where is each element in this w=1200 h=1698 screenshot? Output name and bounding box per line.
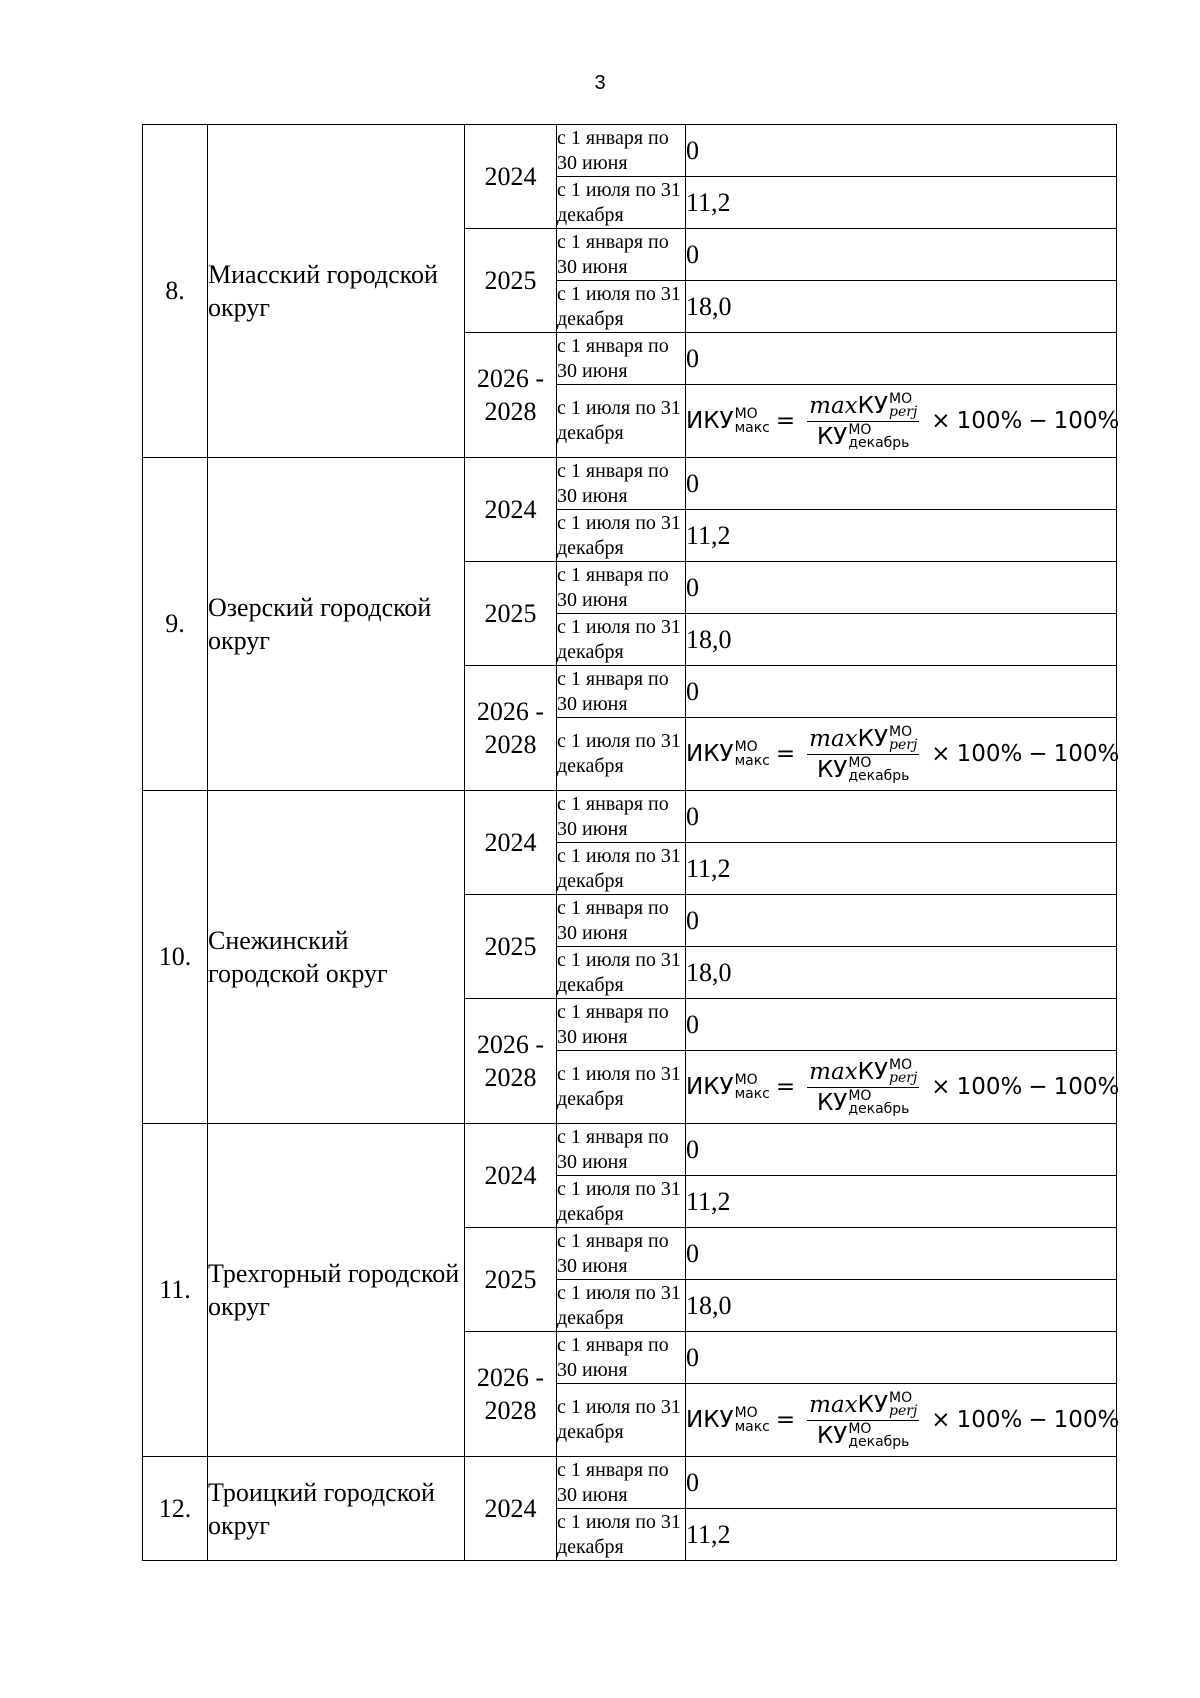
period-cell: с 1 июля по 31 декабря [557, 718, 686, 791]
formula-lhs: ИКУ [686, 408, 734, 434]
formula-den-sup: МО [848, 421, 872, 438]
formula-numerator [807, 390, 919, 422]
period-cell: с 1 июля по 31 декабря [557, 281, 686, 333]
period-cell: с 1 января по 30 июня [557, 666, 686, 718]
formula-pct-1: 100% [956, 741, 1023, 767]
formula-num-ku: КУ [857, 392, 888, 419]
index-value-cell: 0 [686, 458, 1117, 510]
year-cell: 2024 [465, 1457, 557, 1561]
index-value-cell: 11,2 [686, 1509, 1117, 1561]
index-value-cell: 0 [686, 791, 1117, 843]
period-cell: с 1 июля по 31 декабря [557, 947, 686, 999]
table-body [143, 125, 1120, 1561]
formula-denominator [817, 755, 909, 783]
max-index-formula [686, 1389, 1120, 1450]
table-row [143, 458, 1117, 510]
formula-den-sub: декабрь [848, 1433, 910, 1450]
formula-equals: = [775, 741, 796, 767]
formula-num-sup: МО [889, 390, 913, 407]
formula-max: max [809, 725, 858, 752]
index-value-cell: 11,2 [686, 510, 1117, 562]
year-cell: 2026 - 2028 [465, 333, 557, 458]
year-cell: 2025 [465, 895, 557, 999]
period-cell: с 1 июля по 31 декабря [557, 510, 686, 562]
year-cell: 2026 - 2028 [465, 666, 557, 791]
row-number: 11. [143, 1124, 208, 1457]
formula-den-sup: МО [848, 1420, 872, 1437]
period-cell: с 1 июля по 31 декабря [557, 1051, 686, 1124]
formula-den-sup: МО [848, 1087, 872, 1104]
formula-lhs-sub: макс [734, 753, 770, 769]
index-value-cell [686, 718, 1120, 791]
period-cell: с 1 июля по 31 декабря [557, 385, 686, 458]
index-value-cell: 11,2 [686, 1176, 1117, 1228]
period-cell: с 1 января по 30 июня [557, 895, 686, 947]
formula-num-sup: МО [889, 1389, 913, 1406]
formula-times: × [931, 408, 951, 434]
formula-num-sub: perj [889, 736, 918, 753]
formula-pct-1: 100% [956, 1407, 1023, 1433]
formula-pct-1: 100% [956, 1074, 1023, 1100]
table-row [143, 791, 1117, 843]
formula-den-ku: КУ [816, 756, 848, 783]
formula-max: max [809, 1058, 858, 1085]
formula-den-sub: декабрь [848, 1100, 910, 1117]
municipality-name: Троицкий городской округ [208, 1457, 465, 1561]
formula-den-sub: декабрь [848, 434, 910, 451]
period-cell: с 1 января по 30 июня [557, 125, 686, 177]
formula-denominator [817, 1088, 909, 1116]
formula-den-sup: МО [848, 754, 872, 771]
year-cell: 2024 [465, 125, 557, 229]
formula-denominator [817, 1421, 909, 1449]
formula-fraction [807, 723, 919, 784]
formula-minus: − [1028, 1407, 1048, 1433]
period-cell: с 1 июля по 31 декабря [557, 1280, 686, 1332]
formula-fraction [807, 390, 919, 451]
formula-pct-1: 100% [956, 408, 1023, 434]
index-value-cell: 0 [686, 125, 1117, 177]
period-cell: с 1 января по 30 июня [557, 1228, 686, 1280]
municipality-name: Миасский городской округ [208, 125, 465, 458]
municipality-name: Озерский городской округ [208, 458, 465, 791]
formula-minus: − [1028, 1074, 1048, 1100]
index-value-cell [686, 1384, 1120, 1457]
formula-lhs-sup: МО [734, 1405, 758, 1421]
period-cell: с 1 июля по 31 декабря [557, 1384, 686, 1457]
index-value-cell: 11,2 [686, 177, 1117, 229]
formula-numerator [807, 1056, 919, 1088]
year-cell: 2024 [465, 458, 557, 562]
formula-numerator [807, 723, 919, 755]
year-cell: 2024 [465, 1124, 557, 1228]
year-cell: 2026 - 2028 [465, 999, 557, 1124]
formula-lhs: ИКУ [686, 1407, 734, 1433]
index-value-cell: 0 [686, 333, 1117, 385]
index-value-cell: 0 [686, 562, 1117, 614]
formula-times: × [931, 1074, 951, 1100]
period-cell: с 1 января по 30 июня [557, 1332, 686, 1384]
period-cell: с 1 июля по 31 декабря [557, 1176, 686, 1228]
year-cell: 2025 [465, 562, 557, 666]
formula-pct-2: 100% [1053, 408, 1120, 434]
tariff-index-table [142, 124, 1120, 1561]
formula-pct-2: 100% [1053, 1074, 1120, 1100]
formula-num-sup: МО [889, 723, 913, 740]
formula-pct-2: 100% [1053, 741, 1120, 767]
index-value-cell: 18,0 [686, 614, 1117, 666]
index-value-cell: 0 [686, 895, 1117, 947]
period-cell: с 1 июля по 31 декабря [557, 177, 686, 229]
formula-lhs-sup: МО [734, 739, 758, 755]
max-index-formula [686, 723, 1120, 784]
period-cell: с 1 июля по 31 декабря [557, 614, 686, 666]
period-cell: с 1 января по 30 июня [557, 229, 686, 281]
index-value-cell: 18,0 [686, 1280, 1117, 1332]
formula-equals: = [775, 408, 796, 434]
formula-numerator [807, 1389, 919, 1421]
index-value-cell: 0 [686, 1457, 1117, 1509]
table-row [143, 125, 1117, 177]
index-value-cell: 0 [686, 999, 1117, 1051]
formula-times: × [931, 741, 951, 767]
index-value-cell [686, 385, 1120, 458]
page-number: 3 [594, 72, 606, 94]
formula-num-sub: perj [889, 403, 918, 420]
index-value-cell: 0 [686, 666, 1117, 718]
formula-fraction [807, 1056, 919, 1117]
index-value-cell: 0 [686, 1228, 1117, 1280]
period-cell: с 1 июля по 31 декабря [557, 843, 686, 895]
index-value-cell: 18,0 [686, 947, 1117, 999]
formula-den-ku: КУ [816, 1089, 848, 1116]
municipality-name: Снежинский городской округ [208, 791, 465, 1124]
formula-lhs-sub: макс [734, 1086, 770, 1102]
max-index-formula [686, 390, 1120, 451]
formula-lhs: ИКУ [686, 1074, 734, 1100]
formula-den-sub: декабрь [848, 767, 910, 784]
formula-minus: − [1028, 408, 1048, 434]
municipality-name: Трехгорный городской округ [208, 1124, 465, 1457]
period-cell: с 1 января по 30 июня [557, 999, 686, 1051]
formula-equals: = [775, 1407, 796, 1433]
index-value-cell: 0 [686, 1124, 1117, 1176]
period-cell: с 1 января по 30 июня [557, 1457, 686, 1509]
formula-minus: − [1028, 741, 1048, 767]
formula-num-ku: КУ [857, 725, 888, 752]
table-row [143, 1457, 1117, 1509]
formula-fraction [807, 1389, 919, 1450]
max-index-formula [686, 1056, 1120, 1117]
year-cell: 2025 [465, 229, 557, 333]
formula-den-ku: КУ [816, 423, 848, 450]
period-cell: с 1 января по 30 июня [557, 562, 686, 614]
formula-num-sub: perj [889, 1402, 918, 1419]
period-cell: с 1 января по 30 июня [557, 1124, 686, 1176]
year-cell: 2026 - 2028 [465, 1332, 557, 1457]
year-cell: 2024 [465, 791, 557, 895]
row-number: 12. [143, 1457, 208, 1561]
period-cell: с 1 июля по 31 декабря [557, 1509, 686, 1561]
formula-lhs: ИКУ [686, 741, 734, 767]
formula-max: max [809, 1391, 858, 1418]
period-cell: с 1 января по 30 июня [557, 791, 686, 843]
period-cell: с 1 января по 30 июня [557, 458, 686, 510]
formula-num-ku: КУ [857, 1391, 888, 1418]
index-value-cell: 11,2 [686, 843, 1117, 895]
row-number: 10. [143, 791, 208, 1124]
table-row [143, 1124, 1117, 1176]
index-value-cell: 0 [686, 1332, 1117, 1384]
formula-pct-2: 100% [1053, 1407, 1120, 1433]
formula-lhs-sub: макс [734, 1419, 770, 1435]
formula-lhs-sub: макс [734, 420, 770, 436]
index-value-cell: 0 [686, 229, 1117, 281]
formula-num-sub: perj [889, 1069, 918, 1086]
formula-lhs-sup: МО [734, 406, 758, 422]
row-number: 9. [143, 458, 208, 791]
formula-lhs-sup: МО [734, 1072, 758, 1088]
formula-num-ku: КУ [857, 1058, 888, 1085]
formula-times: × [931, 1407, 951, 1433]
formula-max: max [809, 392, 858, 419]
formula-den-ku: КУ [816, 1422, 848, 1449]
index-value-cell: 18,0 [686, 281, 1117, 333]
row-number: 8. [143, 125, 208, 458]
index-value-cell [686, 1051, 1120, 1124]
formula-num-sup: МО [889, 1056, 913, 1073]
period-cell: с 1 января по 30 июня [557, 333, 686, 385]
formula-denominator [817, 422, 909, 450]
formula-equals: = [775, 1074, 796, 1100]
year-cell: 2025 [465, 1228, 557, 1332]
